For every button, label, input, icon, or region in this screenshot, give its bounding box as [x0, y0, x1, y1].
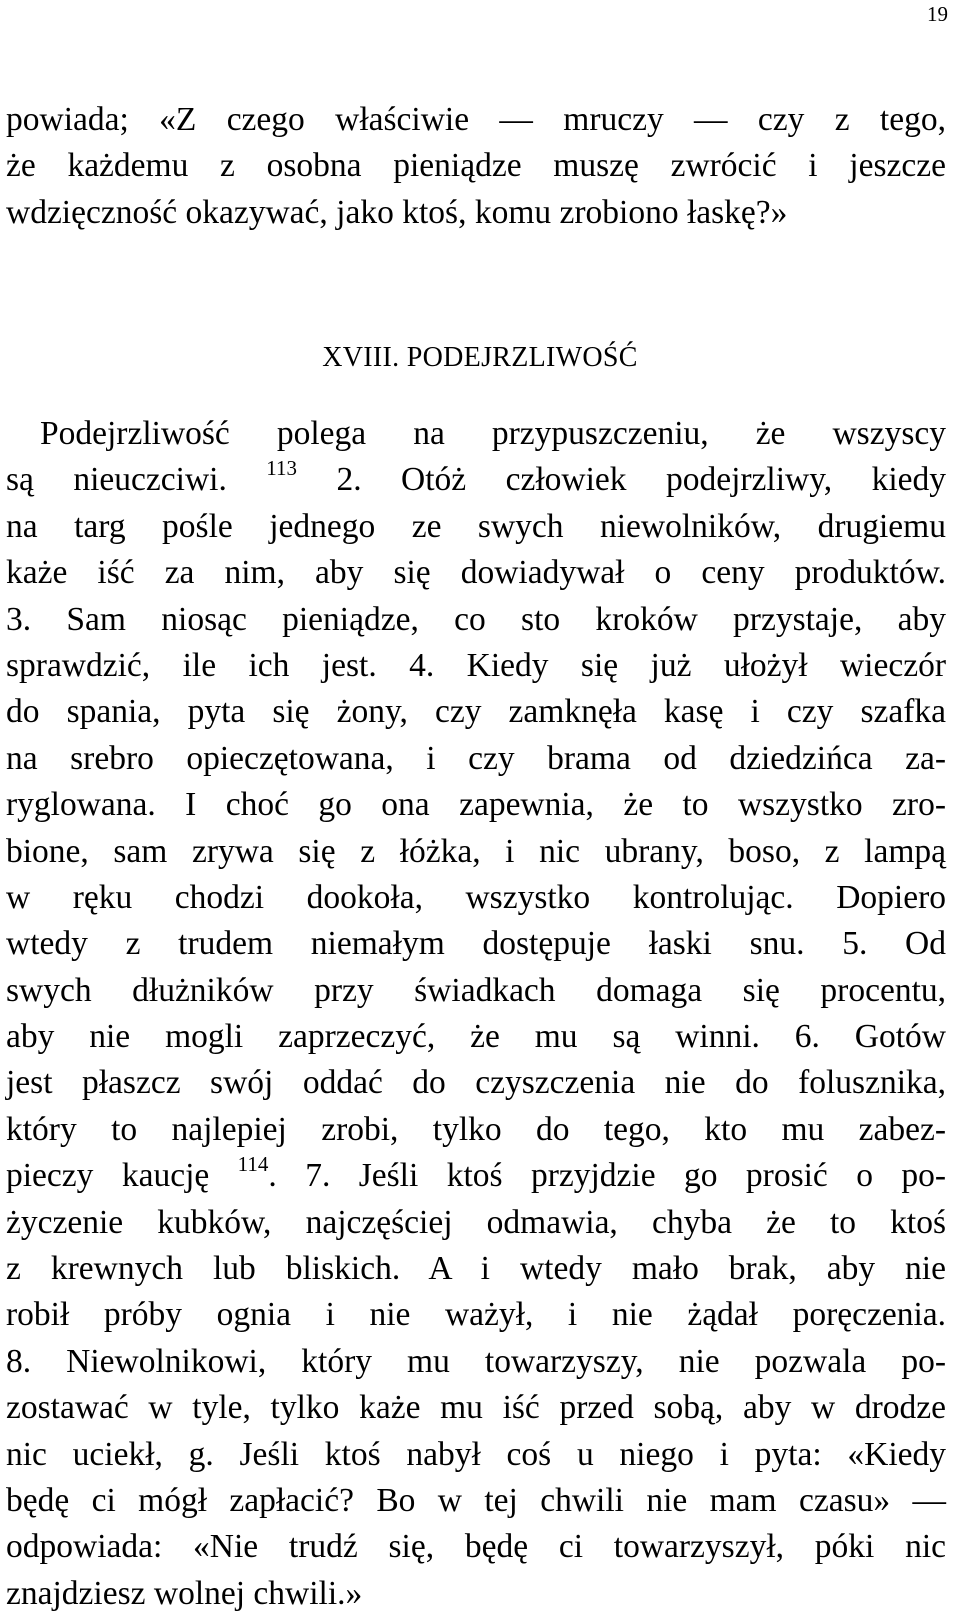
footnote-marker-113: 113	[266, 456, 298, 481]
paragraph-line: powiada; «Z czego właściwie — mruczy — czy z tego,	[6, 101, 946, 138]
text-fragment: . 7. Jeśli ktoś przyjdzie go prosić o po-	[268, 1157, 947, 1195]
text-fragment: pieczy kaucję	[6, 1157, 210, 1195]
section-body	[6, 411, 946, 1617]
paragraph-line: na srebro opieczętowana, i czy brama od dziedzińca za-	[6, 739, 946, 777]
paragraph-line: jest płaszcz swój oddać do czyszczenia nie do folusznika,	[6, 1064, 946, 1102]
paragraph-line: będę ci mógł zapłacić? Bo w tej chwili nie mam czasu» —	[6, 1481, 946, 1519]
paragraph-line: Podejrzliwość polega na przypuszczeniu, że wszyscy	[40, 415, 946, 452]
paragraph-line: 3. Sam niosąc pieniądze, co sto kroków przystaje, aby	[6, 600, 946, 638]
page-number: 19	[927, 2, 948, 26]
text-fragment: 2. Otóż człowiek podejrzliwy, kiedy	[336, 461, 947, 499]
paragraph-line: nic uciekł, g. Jeśli ktoś nabył coś u niego i pyta: «Kiedy	[6, 1435, 946, 1473]
paragraph-line: znajdziesz wolnej chwili.»	[6, 1574, 363, 1612]
top-paragraph	[6, 97, 946, 236]
paragraph-line: ryglowana. I choć go ona zapewnia, że to wszystko zro-	[6, 786, 946, 824]
paragraph-line: 8. Niewolnikowi, który mu towarzyszy, nie pozwala po-	[6, 1342, 946, 1380]
paragraph-line: robił próby ognia i nie ważył, i nie żądał poręczenia.	[6, 1296, 946, 1334]
paragraph-line	[6, 1153, 946, 1199]
paragraph-line: zostawać w tyle, tylko każe mu iść przed sobą, aby w drodze	[6, 1389, 946, 1427]
paragraph-line: na targ pośle jednego ze swych niewolników, drugiemu	[6, 507, 946, 545]
paragraph-line: w ręku chodzi dookoła, wszystko kontrolując. Dopiero	[6, 878, 946, 916]
paragraph-line: który to najlepiej zrobi, tylko do tego, kto mu zabez-	[6, 1110, 946, 1148]
paragraph-line: do spania, pyta się żony, czy zamknęła kasę i czy szafka	[6, 693, 946, 731]
paragraph-line: aby nie mogli zaprzeczyć, że mu są winni. 6. Gotów	[6, 1018, 946, 1056]
paragraph-line: sprawdzić, ile ich jest. 4. Kiedy się już ułożył wieczór	[6, 646, 946, 684]
paragraph-line: swych dłużników przy świadkach domaga się procentu,	[6, 971, 946, 1009]
text-fragment: są nieuczciwi.	[6, 461, 227, 499]
paragraph-line: każe iść za nim, aby się dowiadywał o ceny produktów.	[6, 554, 946, 592]
section-heading: XVIII. PODEJRZLIWOŚĆ	[322, 342, 638, 373]
paragraph-line: bione, sam zrywa się z łóżka, i nic ubrany, boso, z lampą	[6, 832, 946, 870]
paragraph-line: życzenie kubków, najczęściej odmawia, chyba że to ktoś	[6, 1203, 946, 1241]
paragraph-line: wtedy z trudem niemałym dostępuje łaski snu. 5. Od	[6, 925, 946, 963]
paragraph-line: że każdemu z osobna pieniądze muszę zwrócić i jeszcze	[6, 147, 946, 185]
paragraph-line: wdzięczność okazywać, jako ktoś, komu zrobiono łaskę?»	[6, 193, 788, 231]
paragraph-line	[6, 457, 946, 503]
paragraph-line: odpowiada: «Nie trudź się, będę ci towarzyszył, póki nic	[6, 1528, 946, 1566]
paragraph-line: z krewnych lub bliskich. A i wtedy mało brak, aby nie	[6, 1250, 946, 1288]
footnote-marker-114: 114	[237, 1152, 269, 1177]
